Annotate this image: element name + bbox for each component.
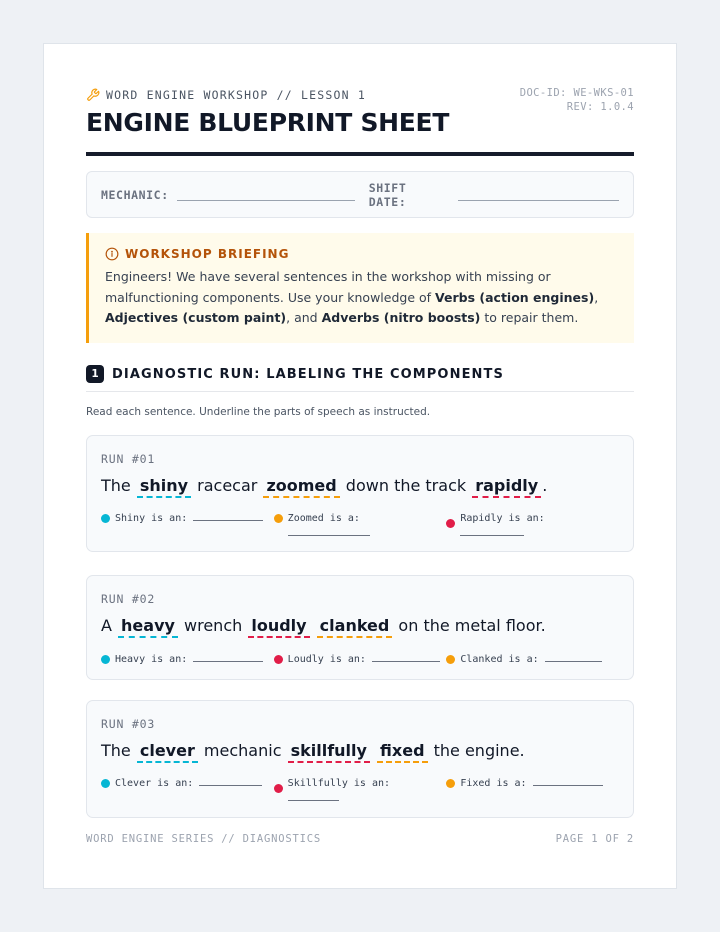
sentence-text: wrench [178, 616, 248, 635]
color-key-dot [101, 779, 110, 788]
footer-series: WORD ENGINE SERIES // DIAGNOSTICS [86, 833, 322, 845]
sentence-text: on the metal floor. [393, 616, 546, 635]
color-key-dot [274, 784, 283, 793]
sentence-text: The [101, 476, 136, 495]
answer-label: Loudly is an: [287, 654, 366, 665]
target-word: rapidly [472, 476, 541, 498]
sentence-text [311, 616, 316, 635]
run-label: RUN #03 [101, 717, 156, 731]
color-key-dot [446, 519, 455, 528]
mechanic-field[interactable] [101, 188, 355, 202]
run-label: RUN #01 [101, 452, 156, 466]
run-card [86, 435, 634, 552]
shift-date-blank[interactable] [458, 189, 619, 201]
sentence-text: racecar [192, 476, 263, 495]
answer-field[interactable] [101, 652, 274, 667]
sentence-text: A [101, 616, 118, 635]
answer-label-wrap [460, 776, 602, 791]
answer-label: Rapidly is an: [460, 513, 545, 524]
doc-id: DOC-ID: WE-WKS-01 [519, 87, 634, 99]
briefing-adverbs: Adverbs (nitro boosts) [321, 310, 481, 325]
color-key-dot [274, 514, 283, 523]
sentence-text: the engine. [428, 741, 525, 760]
info-icon [105, 247, 119, 261]
target-word: shiny [137, 476, 191, 498]
answer-blank[interactable] [288, 791, 339, 801]
answer-blank[interactable] [372, 652, 440, 662]
footer-page-number: PAGE 1 OF 2 [555, 833, 634, 845]
answer-label-wrap [460, 511, 544, 541]
answer-label-wrap [115, 776, 262, 791]
info-fields [86, 171, 634, 218]
kicker-text: WORD ENGINE WORKSHOP // LESSON 1 [106, 88, 366, 102]
sentence-text: mechanic [198, 741, 287, 760]
answer-label: Fixed is a: [460, 778, 527, 789]
workshop-briefing [86, 233, 634, 343]
briefing-verbs: Verbs (action engines) [435, 289, 595, 305]
target-word: fixed [377, 741, 427, 763]
mechanic-blank[interactable] [177, 189, 355, 201]
answer-field[interactable] [446, 776, 619, 806]
doc-revision: REV: 1.0.4 [566, 101, 634, 113]
answer-label-wrap [115, 652, 263, 667]
answer-field[interactable] [274, 511, 447, 541]
briefing-sep-1: , [594, 289, 599, 305]
briefing-text [105, 267, 618, 329]
color-key-dot [446, 779, 455, 788]
section-divider [86, 391, 634, 392]
mechanic-label: MECHANIC: [101, 187, 169, 202]
run-sentence [101, 476, 547, 498]
target-word: zoomed [263, 476, 339, 498]
answer-label: Shiny is an: [115, 513, 188, 524]
briefing-adjectives: Adjectives (custom paint) [105, 310, 287, 325]
target-word: clever [137, 741, 198, 763]
answer-label-wrap [288, 652, 440, 667]
briefing-heading [105, 247, 618, 261]
answer-blank[interactable] [545, 652, 602, 662]
title-divider [86, 152, 634, 156]
answer-field[interactable] [274, 776, 447, 806]
answer-label: Clanked is a: [460, 654, 539, 665]
doc-meta [520, 86, 634, 114]
answer-row [101, 652, 619, 667]
sentence-text [371, 741, 376, 760]
target-word: clanked [317, 616, 393, 638]
answer-blank[interactable] [199, 776, 262, 786]
answer-label: Skillfully is an: [287, 778, 391, 789]
shift-date-label: SHIFT DATE: [368, 180, 407, 209]
answer-label-wrap [115, 511, 263, 526]
answer-blank[interactable] [288, 526, 370, 536]
briefing-title: WORKSHOP BRIEFING [125, 247, 290, 261]
worksheet-page [43, 43, 677, 889]
run-label: RUN #02 [101, 592, 156, 606]
page-footer [86, 833, 634, 845]
color-key-dot [101, 514, 110, 523]
answer-field[interactable] [101, 776, 274, 806]
answer-blank[interactable] [193, 652, 263, 662]
answer-blank[interactable] [460, 526, 524, 536]
answer-row [101, 511, 619, 541]
answer-field[interactable] [446, 511, 619, 541]
target-word: heavy [118, 616, 178, 638]
answer-row [101, 776, 619, 806]
sentence-text: The [101, 741, 136, 760]
run-card [86, 700, 634, 818]
sentence-text: . [542, 476, 548, 495]
briefing-text-2: to repair them. [480, 310, 579, 325]
shift-date-field[interactable] [369, 181, 619, 209]
answer-label-wrap [460, 652, 601, 667]
answer-label: Zoomed is a: [287, 513, 360, 524]
answer-field[interactable] [274, 652, 447, 667]
section-number: 1 [86, 365, 104, 383]
page-title: ENGINE BLUEPRINT SHEET [86, 108, 450, 137]
section-instruction: Read each sentence. Underline the parts of speech as instructed. [86, 406, 431, 418]
answer-label-wrap [288, 511, 447, 541]
run-card [86, 575, 634, 680]
answer-label-wrap [288, 776, 390, 806]
briefing-text-1: Engineers! We have several sentences in the workshop with missing or malfunctioning components. Use your knowledge of [105, 269, 551, 305]
series-kicker [86, 88, 366, 102]
section-title: DIAGNOSTIC RUN: LABELING THE COMPONENTS [112, 366, 504, 382]
run-sentence [101, 616, 546, 638]
target-word: loudly [248, 616, 309, 638]
target-word: skillfully [288, 741, 370, 763]
wrench-icon [86, 88, 100, 102]
briefing-sep-2: , and [286, 310, 322, 325]
answer-label: Heavy is an: [115, 654, 188, 665]
color-key-dot [101, 655, 110, 664]
answer-blank[interactable] [193, 511, 263, 521]
answer-blank[interactable] [533, 776, 603, 786]
color-key-dot [446, 655, 455, 664]
answer-field[interactable] [446, 652, 619, 667]
color-key-dot [274, 655, 283, 664]
run-sentence [101, 741, 525, 763]
section-heading [86, 365, 634, 383]
answer-field[interactable] [101, 511, 274, 541]
answer-label: Clever is an: [115, 778, 194, 789]
sentence-text: down the track [340, 476, 472, 495]
